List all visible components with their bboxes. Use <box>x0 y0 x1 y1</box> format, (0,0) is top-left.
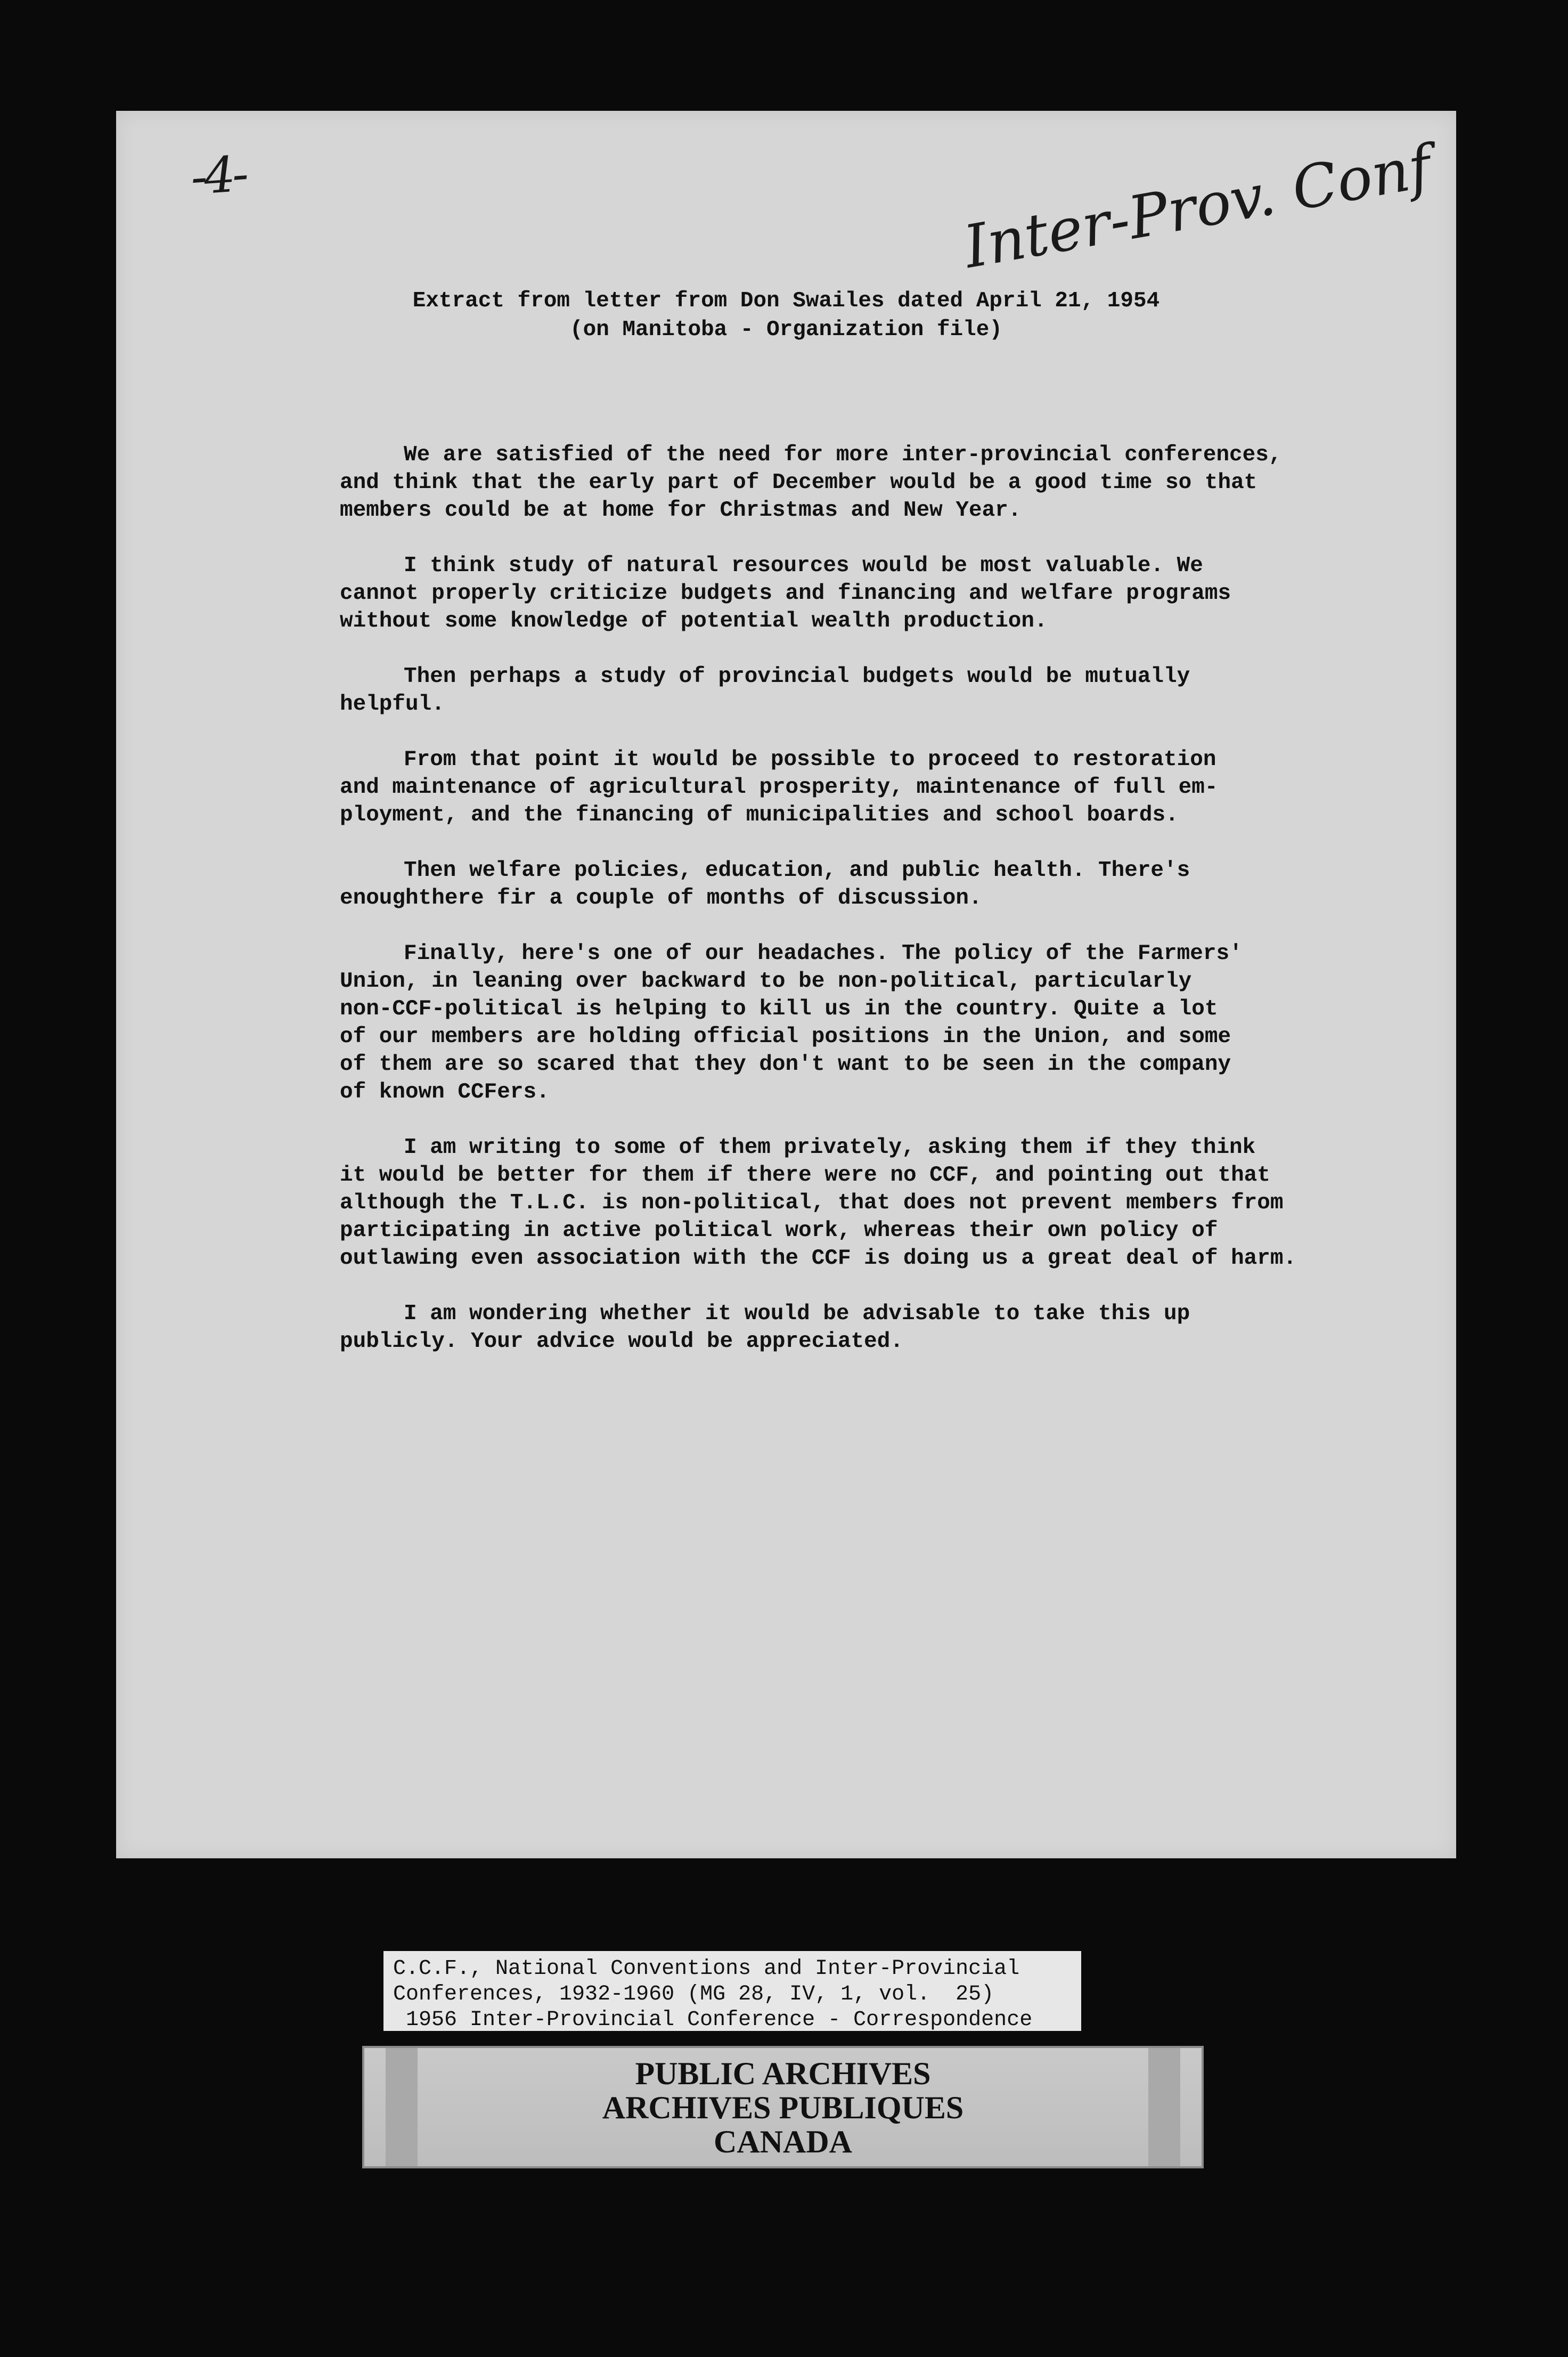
paragraph: I am wondering whether it would be advisable to take this up publicly. Your advice would be appreciated. <box>340 1302 1190 1354</box>
paragraph: I think study of natural resources would be most valuable. We cannot properly criticize budgets and financing and welfare programs without some knowledge of potential wealth production. <box>340 554 1231 633</box>
document-heading <box>116 287 1456 344</box>
stamp-line-1: PUBLIC ARCHIVES <box>635 2056 931 2091</box>
heading-line-1: Extract from letter from Don Swailes dated April 21, 1954 <box>412 289 1160 313</box>
label-line-2: Conferences, 1932-1960 (MG 28, IV, 1, vol. 25) <box>393 1982 994 2006</box>
paragraph: From that point it would be possible to proceed to restoration and maintenance of agricultural prosperity, maintenance of full em- ployment, and the financing of municipalities and school boards. <box>340 747 1218 827</box>
paragraph: I am writing to some of them privately, asking them if they think it would be better for them if there were no CCF, and pointing out that although the T.L.C. is non-political, that does not prevent members from participating in active political work, whereas their own policy of outlawing even association with the CCF is doing us a great deal of harm. <box>340 1135 1297 1271</box>
archive-reference-label <box>383 1951 1081 2031</box>
document-page <box>116 111 1456 1858</box>
paragraph: Then perhaps a study of provincial budgets would be mutually helpful. <box>340 664 1190 717</box>
archives-stamp <box>362 2046 1204 2168</box>
paragraph: Then welfare policies, education, and public health. There's enoughthere fir a couple of months of discussion. <box>340 858 1190 911</box>
label-line-3: 1956 Inter-Provincial Conference - Correspondence <box>393 2008 1033 2032</box>
stamp-text <box>364 2057 1202 2159</box>
heading-line-2: (on Manitoba - Organization file) <box>570 318 1002 342</box>
paragraph: We are satisfied of the need for more inter-provincial conferences, and think that the early part of December would be a good time so that members could be at home for Christmas and New Year. <box>340 443 1282 523</box>
letter-body <box>340 441 1298 1383</box>
paragraph: Finally, here's one of our headaches. The policy of the Farmers' Union, in leaning over backward to be non-political, particularly non-CCF-political is helping to kill us in the country. Quite a lot of our members are holding official positions in the Union, and some of them are so scared that they don't want to be seen in the company of known CCFers. <box>340 941 1243 1104</box>
handwritten-file-note: Inter-Prov. Conf <box>959 132 1436 282</box>
label-line-1: C.C.F., National Conventions and Inter-Provincial <box>393 1957 1020 1981</box>
handwritten-page-number: -4- <box>189 145 248 206</box>
stamp-line-3: CANADA <box>714 2124 852 2159</box>
stamp-line-2: ARCHIVES PUBLIQUES <box>602 2090 964 2125</box>
